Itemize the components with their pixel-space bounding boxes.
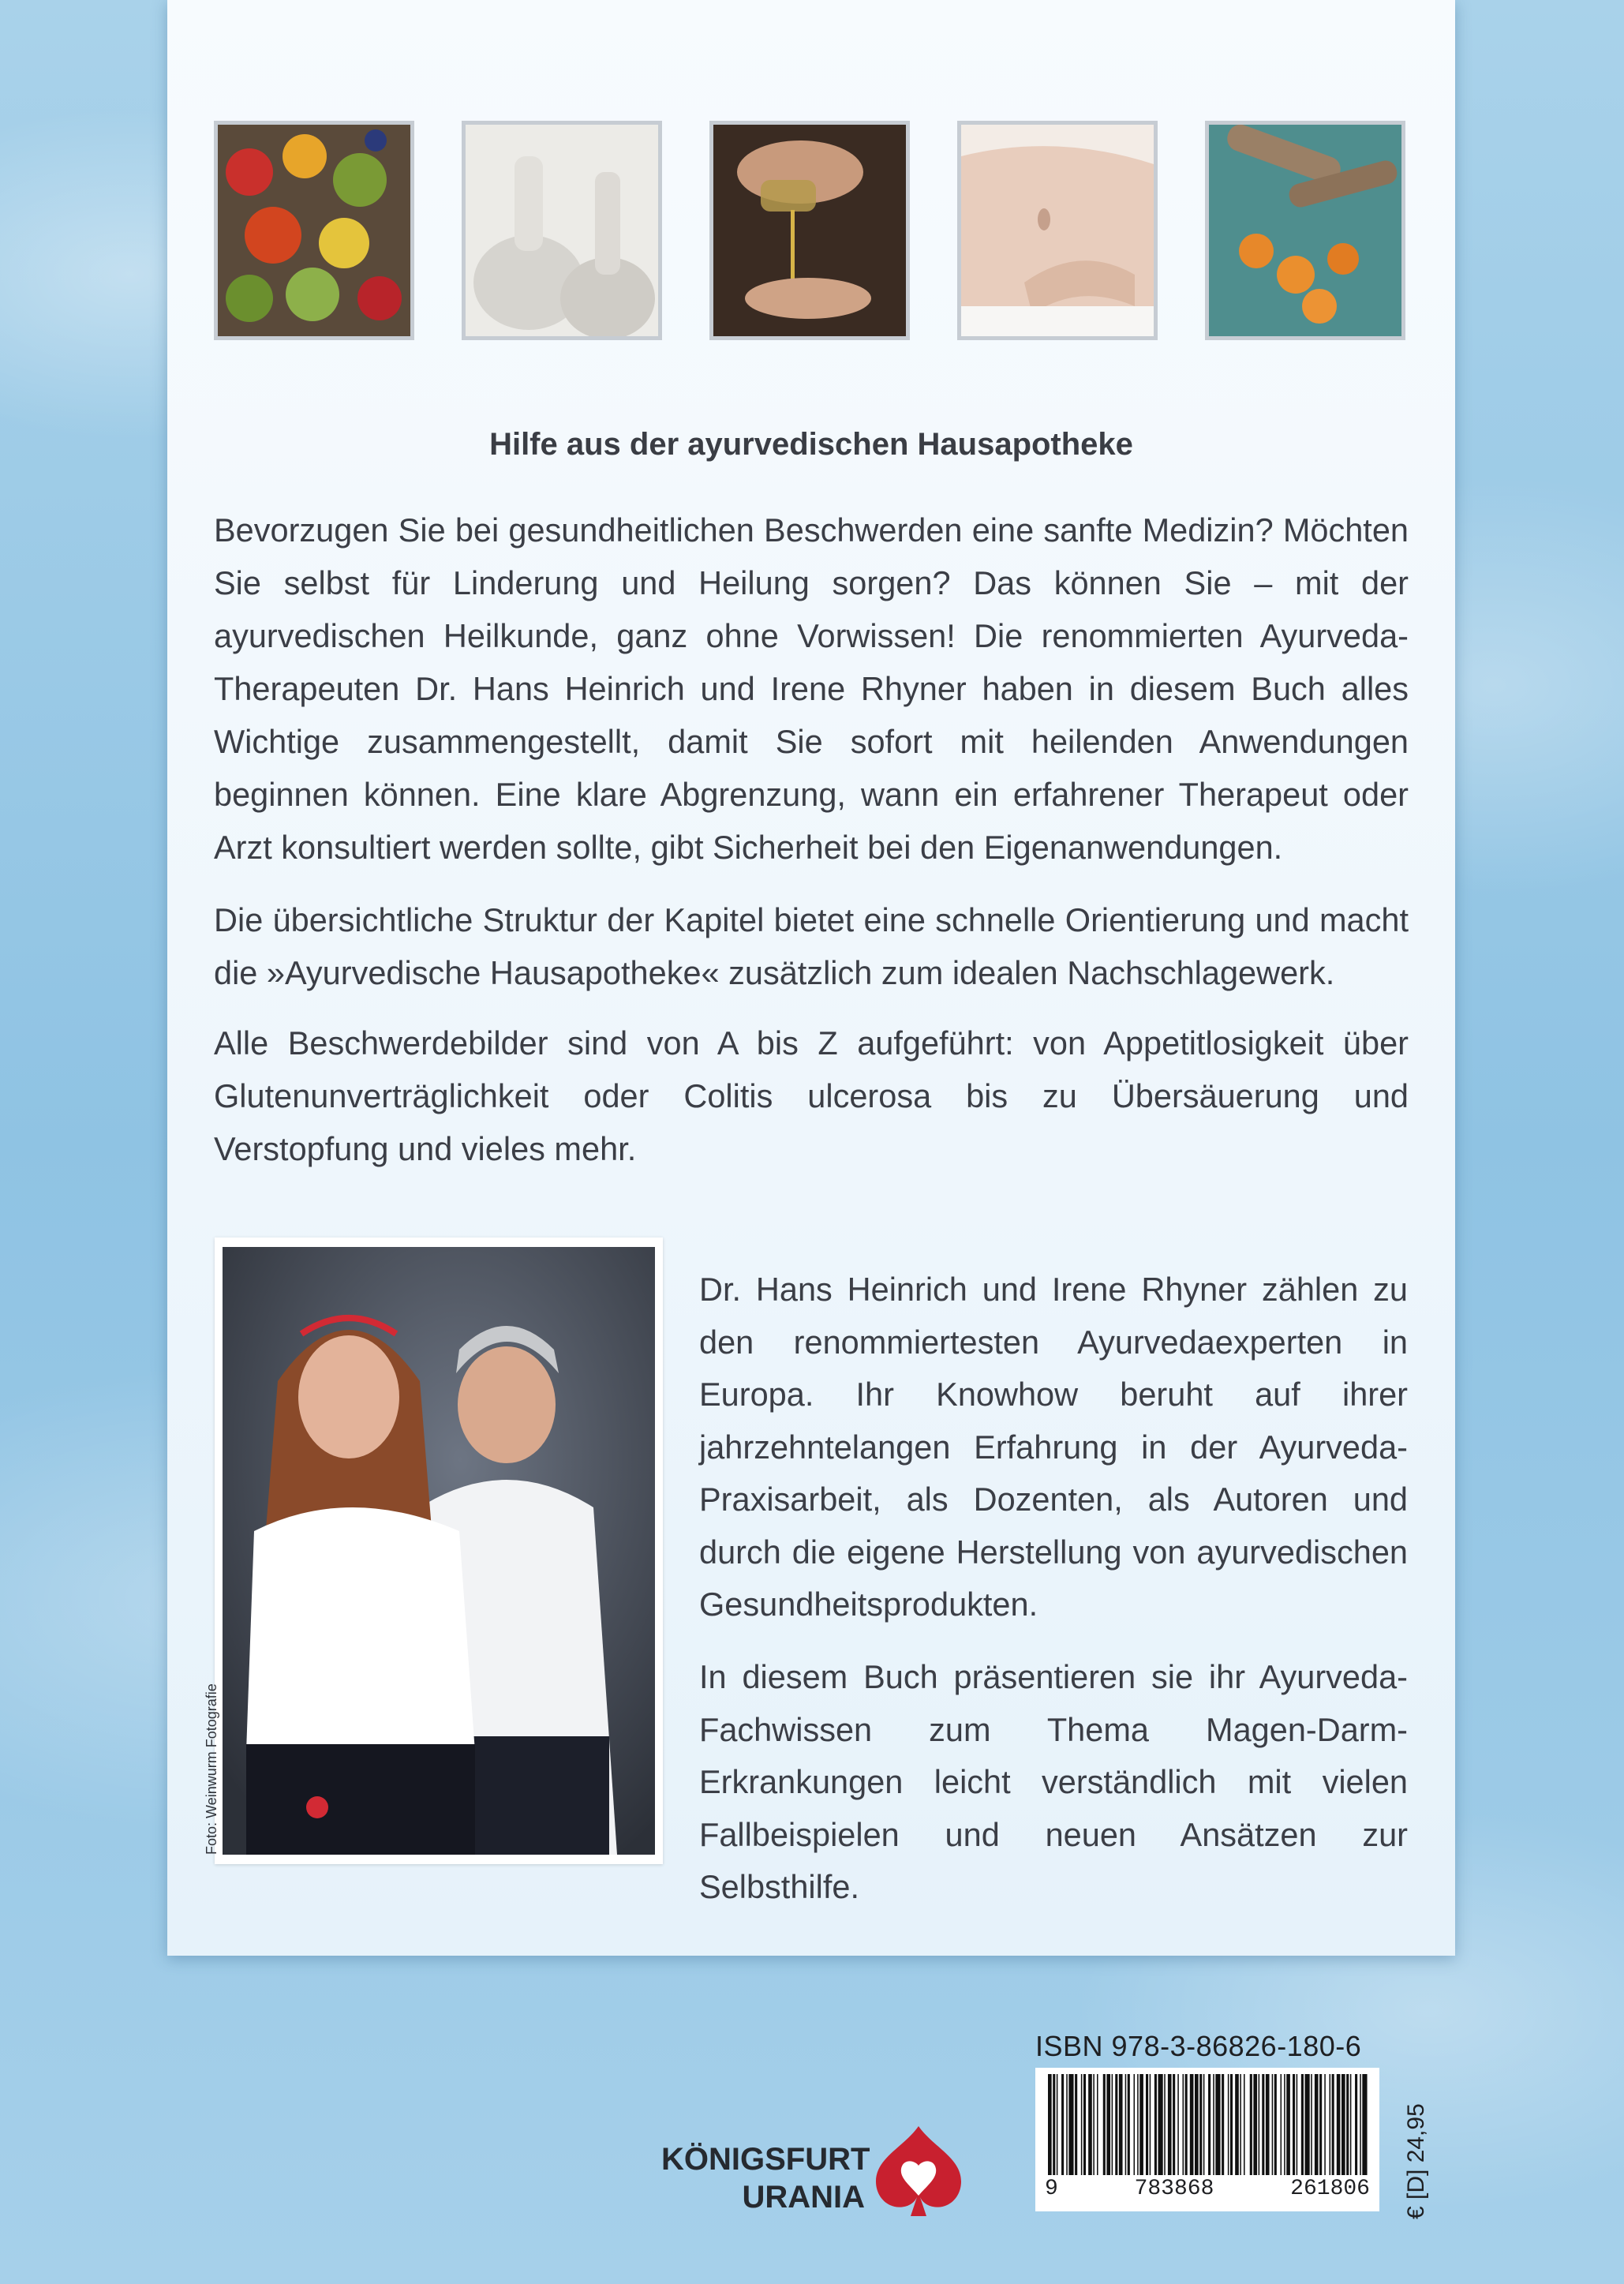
barcode-bar: [1360, 2074, 1361, 2175]
barcode-bar: [1259, 2074, 1260, 2175]
thumbnail-belly: [957, 121, 1158, 340]
turmeric-icon: [1209, 125, 1401, 336]
barcode-bar: [1311, 2074, 1312, 2175]
barcode-bar: [1173, 2074, 1175, 2175]
book-summary: In diesem Buch präsentieren sie ihr Ayurveda-Fachwissen zum Thema Magen-Darm-Erkrankungen leicht verständlich mit vielen Fallbeispielen und neuen Ansätzen zur Selbsthilfe.: [699, 1658, 1408, 1905]
barcode-bar: [1350, 2074, 1352, 2175]
barcode-bar: [1195, 2074, 1199, 2175]
barcode-bar: [1319, 2074, 1322, 2175]
barcode-digits-right: 261806: [1290, 2177, 1370, 2201]
barcode-bar: [1158, 2074, 1163, 2175]
publisher-name-line1: KÖNIGSFURT: [661, 2142, 870, 2177]
barcode-bar: [1250, 2074, 1252, 2175]
barcode-bar: [1301, 2074, 1304, 2175]
barcode-bar: [1346, 2074, 1349, 2175]
oil-pouring-icon: [713, 125, 906, 336]
barcode-digits-left: 783868: [1134, 2177, 1214, 2201]
barcode-bar: [1266, 2074, 1270, 2175]
barcode-bar: [1330, 2074, 1331, 2175]
barcode-bar: [1293, 2074, 1295, 2175]
barcode-bar: [1183, 2074, 1184, 2175]
barcode-bar: [1341, 2074, 1345, 2175]
thumbnail-herbal-compress: [462, 121, 662, 340]
barcode-bar: [1228, 2074, 1229, 2175]
barcode-bar: [1119, 2074, 1123, 2175]
thumbnail-oil-pouring: [709, 121, 910, 340]
barcode-bar: [1093, 2074, 1095, 2175]
barcode-bar: [1190, 2074, 1194, 2175]
barcode-bar: [1146, 2074, 1148, 2175]
barcode-bar: [1061, 2074, 1064, 2175]
heart-spade-logo-icon: [873, 2123, 964, 2218]
barcode-bars: [1045, 2074, 1370, 2175]
barcode-bar: [1075, 2074, 1077, 2175]
vegetables-icon: [218, 125, 410, 336]
barcode-bar: [1215, 2074, 1220, 2175]
barcode-bar: [1281, 2074, 1282, 2175]
structure-paragraph: Die übersichtliche Struktur der Kapitel bietet eine schnelle Orientierung und macht die »Ayurvedische Hausapotheke« zusätzlich zum idealen Nachschlagewerk.: [214, 901, 1409, 991]
barcode-bar: [1083, 2074, 1086, 2175]
price-label: € [D] 24,95: [1403, 2103, 1429, 2219]
barcode-bar: [1066, 2074, 1068, 2175]
barcode-bar: [1305, 2074, 1310, 2175]
barcode-bar: [1125, 2074, 1127, 2175]
barcode-bar: [1128, 2074, 1130, 2175]
barcode-bar: [1230, 2074, 1233, 2175]
barcode-bar: [1272, 2074, 1274, 2175]
barcode-bar: [1088, 2074, 1092, 2175]
barcode-bar: [1235, 2074, 1239, 2175]
barcode-bar: [1106, 2074, 1110, 2175]
barcode-digit-lead: 9: [1045, 2177, 1058, 2201]
barcode-bar: [1297, 2074, 1298, 2175]
barcode-bar: [1068, 2074, 1073, 2175]
thumbnail-turmeric: [1205, 121, 1405, 340]
barcode-bar: [1199, 2074, 1202, 2175]
author-photo: [215, 1237, 663, 1864]
barcode-bar: [1286, 2074, 1290, 2175]
barcode-bar: [1154, 2074, 1157, 2175]
barcode-bar: [1168, 2074, 1172, 2175]
thumbnail-vegetables: [214, 121, 414, 340]
barcode-bar: [1185, 2074, 1188, 2175]
barcode-bar: [1097, 2074, 1098, 2175]
barcode-bar: [1244, 2074, 1245, 2175]
barcode-bar: [1274, 2074, 1277, 2175]
herbal-compress-icon: [466, 125, 658, 336]
barcode-bar: [1081, 2074, 1083, 2175]
barcode-bar: [1362, 2074, 1367, 2175]
barcode-bar: [1213, 2074, 1214, 2175]
topics-paragraph: Alle Beschwerdebilder sind von A bis Z aufgeführt: von Appetitlosigkeit über Glutenunverträglichkeit oder Colitis ulcerosa bis zu Übersäuerung und Verstopfung und vieles mehr.: [214, 1024, 1409, 1167]
belly-icon: [961, 125, 1154, 336]
barcode-bar: [1337, 2074, 1341, 2175]
barcode-bar: [1208, 2074, 1211, 2175]
barcode-bar: [1150, 2074, 1151, 2175]
barcode-bar: [1115, 2074, 1117, 2175]
barcode-bar: [1057, 2074, 1058, 2175]
barcode-bar: [1164, 2074, 1166, 2175]
barcode-bar: [1222, 2074, 1224, 2175]
barcode-bar: [1253, 2074, 1257, 2175]
barcode-bar: [1315, 2074, 1319, 2175]
section-heading: Hilfe aus der ayurvedischen Hausapotheke: [489, 427, 1133, 462]
barcode-bar: [1324, 2074, 1326, 2175]
barcode-bar: [1240, 2074, 1241, 2175]
authors-portrait-icon: [223, 1247, 655, 1855]
barcode-bar: [1177, 2074, 1179, 2175]
barcode-bar: [1103, 2074, 1106, 2175]
barcode: [1035, 2068, 1379, 2211]
barcode-bar: [1332, 2074, 1334, 2175]
barcode-bar: [1112, 2074, 1113, 2175]
barcode-bar: [1139, 2074, 1143, 2175]
intro-paragraph: Bevorzugen Sie bei gesundheitlichen Beschwerden eine sanfte Medizin? Möchten Sie selbst für Linderung und Heilung sorgen? Das können Sie – mit der ayurvedischen Heilkunde, ganz ohne Vorwissen! Die renommierten Ayurveda-Therapeuten Dr. Hans Heinrich und Irene Rhyner haben in diesem Buch alles Wichtige zusammengestellt, damit Sie sofort mit heilenden Anwendungen beginnen können. Eine klare Abgrenzung, wann ein erfahrener Therapeut oder Arzt konsultiert werden sollte, gibt Sicherheit bei den Eigenanwendungen.: [214, 511, 1409, 866]
author-bio: Dr. Hans Heinrich und Irene Rhyner zählen zu den renommiertesten Ayurvedaexperten in Europa. Ihr Knowhow beruht auf ihrer jahrzehntelangen Erfahrung in der Ayurveda-Praxisarbeit, als Dozenten, als Autoren und durch die eigene Herstellung von ayurvedischen Gesundheitsprodukten.: [699, 1271, 1408, 1623]
photo-credit: Foto: Weinwurm Fotografie: [204, 1683, 219, 1855]
barcode-bar: [1134, 2074, 1136, 2175]
barcode-bar: [1355, 2074, 1357, 2175]
barcode-bar: [1203, 2074, 1205, 2175]
barcode-bar: [1053, 2074, 1055, 2175]
isbn-label: ISBN 978-3-86826-180-6: [1035, 2030, 1362, 2062]
barcode-bar: [1284, 2074, 1285, 2175]
barcode-bar: [1137, 2074, 1139, 2175]
publisher-name-line2: URANIA: [742, 2180, 865, 2215]
barcode-bar: [1262, 2074, 1264, 2175]
barcode-bar: [1048, 2074, 1052, 2175]
